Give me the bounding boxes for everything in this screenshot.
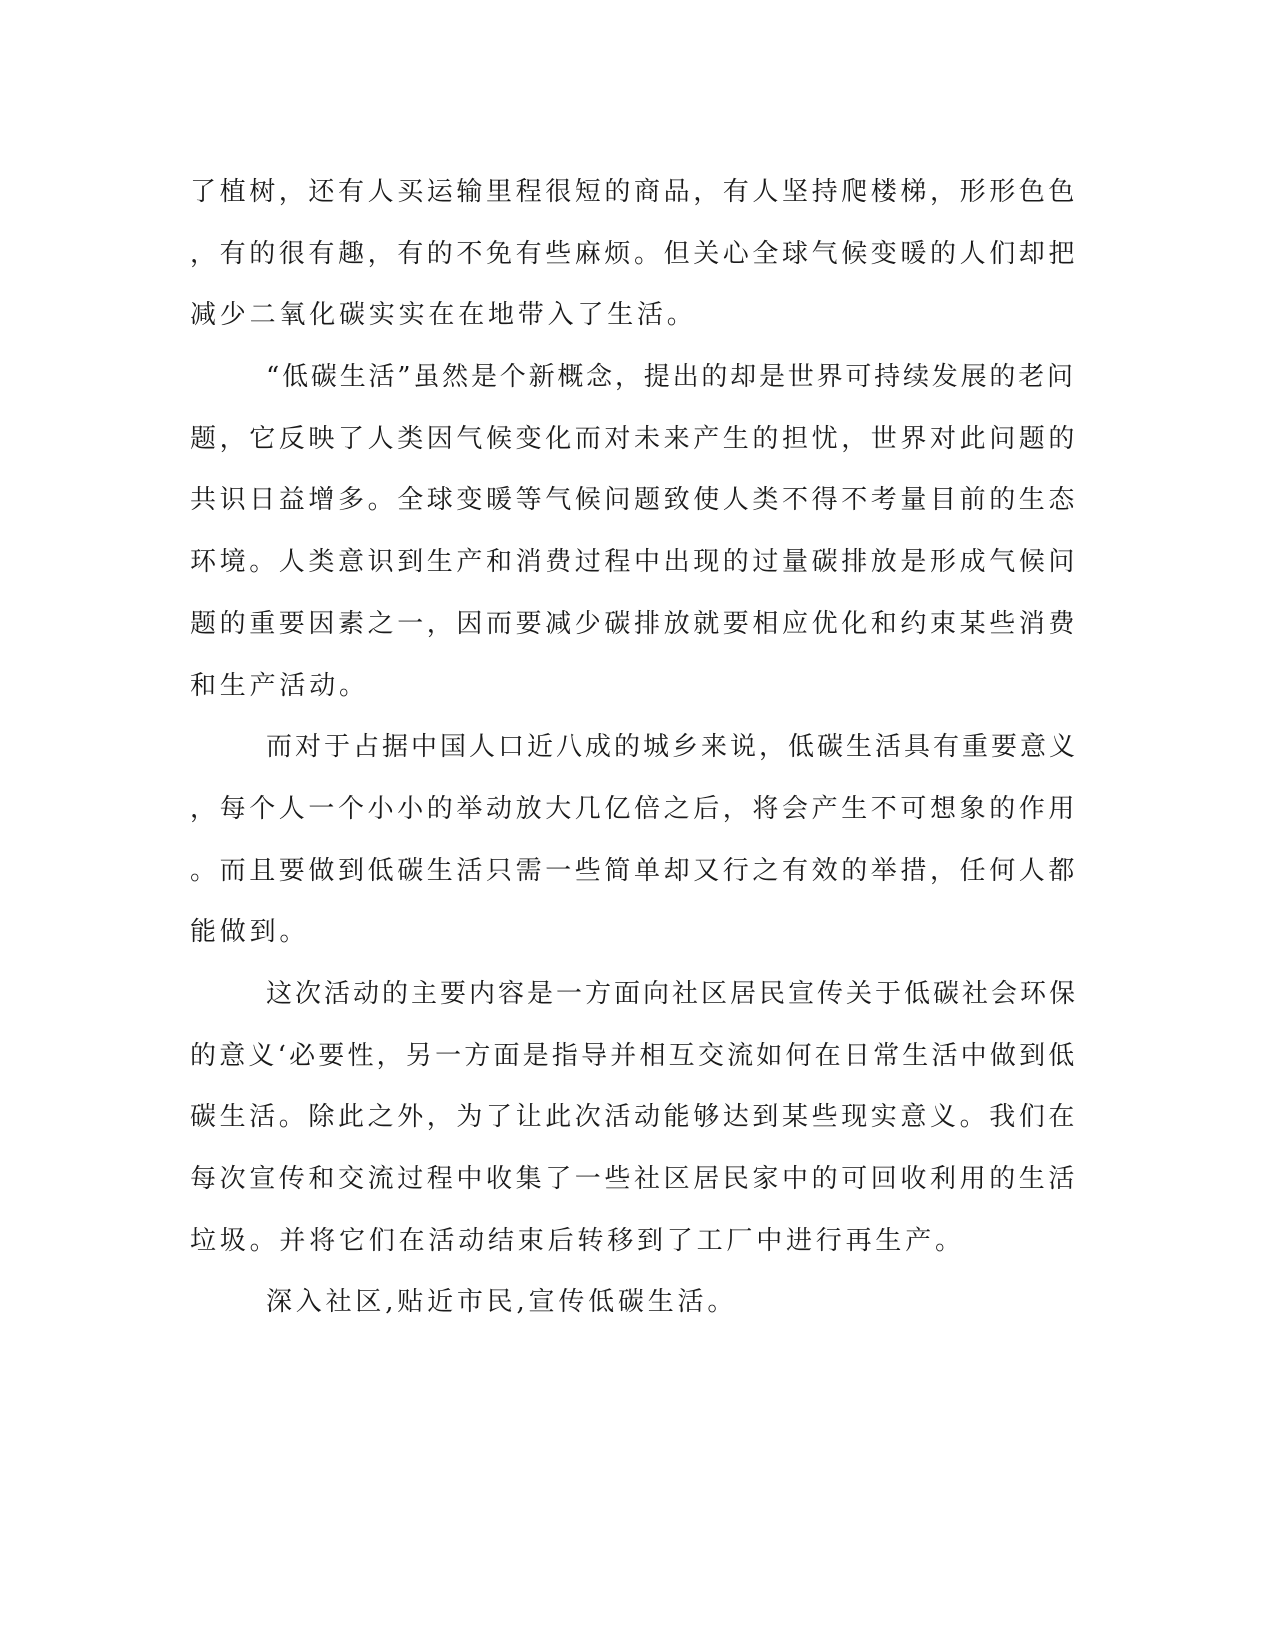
text-line: 这次活动的主要内容是一方面向社区居民宣传关于低碳社会环保 bbox=[266, 978, 1079, 1009]
text-line: 题的重要因素之一，因而要减少碳排放就要相应优化和约束某些消费 bbox=[190, 608, 1079, 639]
text-line: ，每个人一个小小的举动放大几亿倍之后，将会产生不可想象的作用 bbox=[190, 793, 1079, 824]
text-line: 了植树，还有人买运输里程很短的商品，有人坚持爬楼梯，形形色色 bbox=[190, 177, 1079, 207]
text-line: 深入社区,贴近市民,宣传低碳生活。 bbox=[266, 1287, 738, 1318]
text-line: 碳生活。除此之外，为了让此次活动能够达到某些现实意义。我们在 bbox=[190, 1102, 1079, 1133]
text-line: 环境。人类意识到生产和消费过程中出现的过量碳排放是形成气候问 bbox=[190, 547, 1079, 578]
text-line: 而对于占据中国人口近八成的城乡来说，低碳生活具有重要意义 bbox=[266, 732, 1079, 763]
text-line: 能做到。 bbox=[190, 917, 310, 948]
text-line: 垃圾。并将它们在活动结束后转移到了工厂中进行再生产。 bbox=[190, 1225, 965, 1256]
document-body bbox=[190, 162, 1080, 1334]
text-line: 共识日益增多。全球变暖等气候问题致使人类不得不考量目前的生态 bbox=[190, 485, 1079, 516]
text-line: 的意义‘必要性，另一方面是指导并相互交流如何在日常生活中做到低 bbox=[190, 1040, 1078, 1071]
text-line: ，有的很有趣，有的不免有些麻烦。但关心全球气候变暖的人们却把 bbox=[190, 238, 1079, 269]
text-line: 和生产活动。 bbox=[190, 670, 369, 701]
text-line: 题，它反映了人类因气候变化而对未来产生的担忧，世界对此问题的 bbox=[190, 423, 1079, 454]
text-line: 。而且要做到低碳生活只需一些简单却又行之有效的举措，任何人都 bbox=[190, 855, 1079, 886]
text-line: 减少二氧化碳实实在在地带入了生活。 bbox=[190, 300, 697, 331]
text-line: 每次宣传和交流过程中收集了一些社区居民家中的可回收利用的生活 bbox=[190, 1164, 1079, 1194]
text-line: “低碳生活”虽然是个新概念，提出的却是世界可持续发展的老问 bbox=[266, 362, 1076, 393]
